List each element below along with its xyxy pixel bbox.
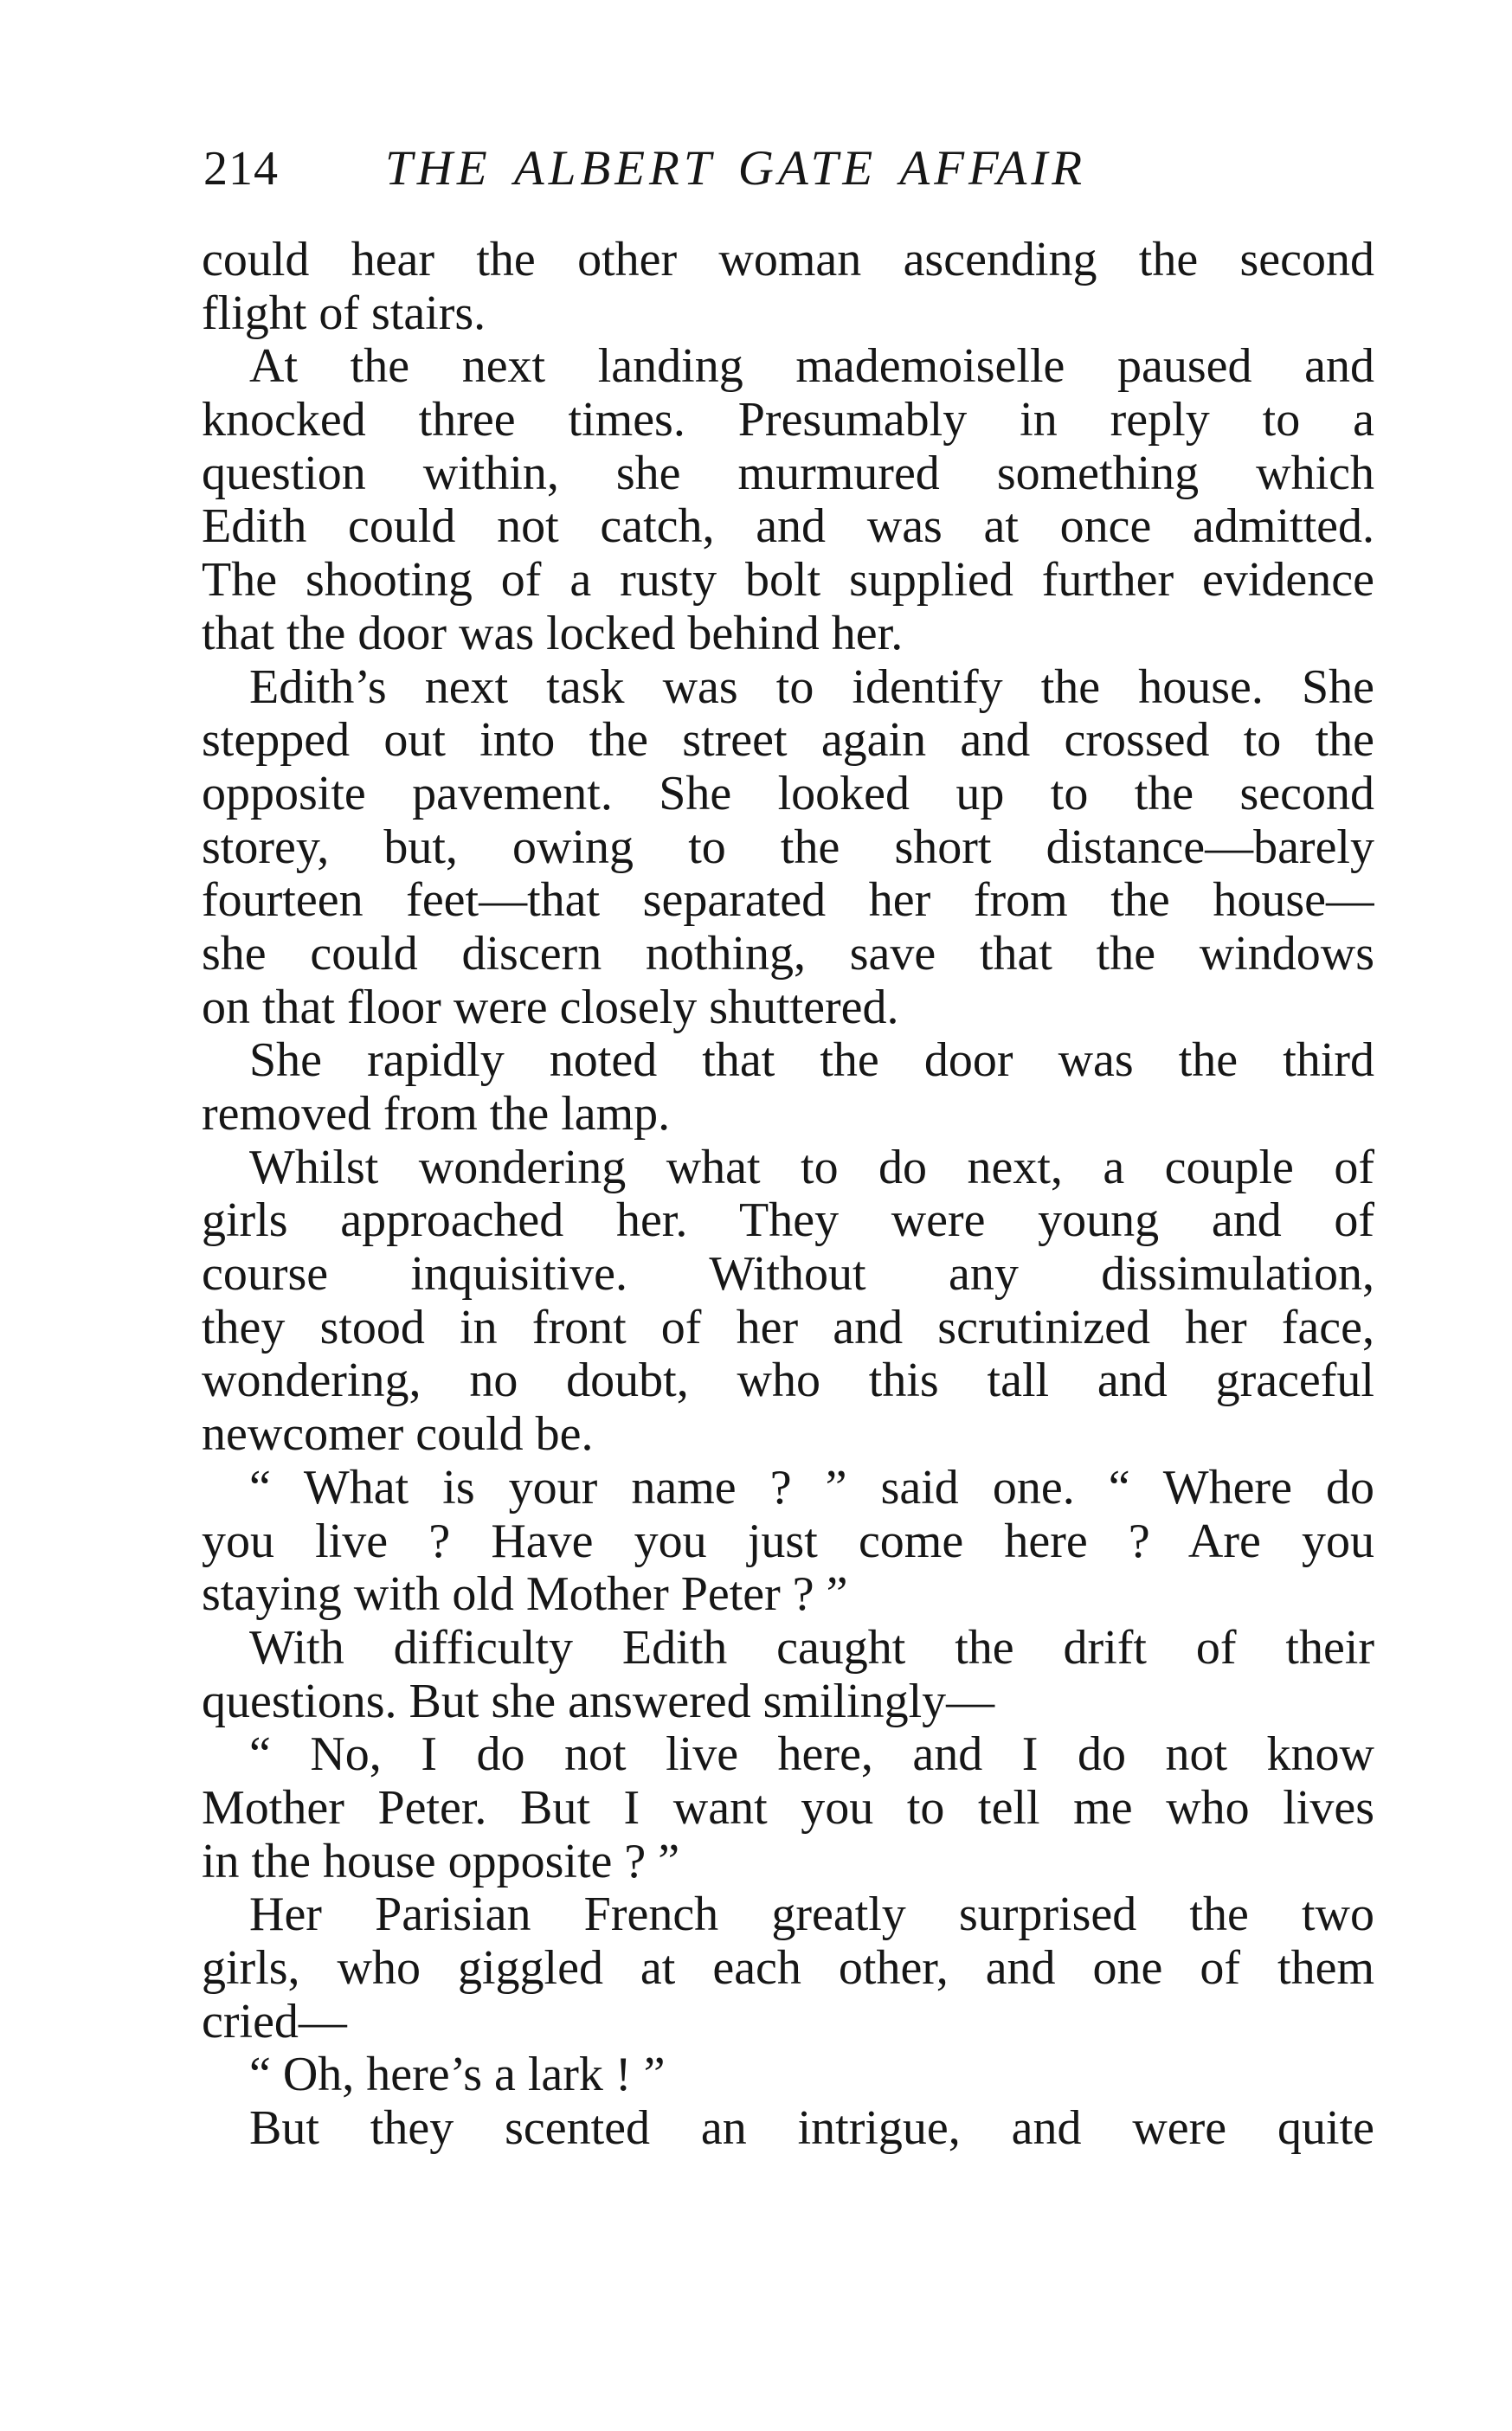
- text-line: could hear the other woman ascending the second: [202, 234, 1374, 286]
- text-line: The shooting of a rusty bolt supplied further evidence: [202, 554, 1374, 608]
- text-line: But they scented an intrigue, and were quite: [249, 2102, 1374, 2156]
- body-text: [202, 234, 1374, 2156]
- text-line: questions. But she answered smilingly—: [202, 1675, 995, 1728]
- text-line: knocked three times. Presumably in reply to a: [202, 394, 1374, 447]
- text-line: they stood in front of her and scrutinized her face,: [202, 1301, 1374, 1354]
- text-line: “ What is your name ? ” said one. “ Where do: [249, 1461, 1374, 1515]
- text-line: Her Parisian French greatly surprised the two: [249, 1888, 1374, 1942]
- text-line: she could discern nothing, save that the windows: [202, 927, 1374, 981]
- text-line: Edith’s next task was to identify the house. She: [249, 660, 1374, 714]
- running-head: [203, 134, 1225, 203]
- text-line: cried—: [202, 1995, 347, 2048]
- text-line: Whilst wondering what to do next, a couple of: [249, 1141, 1374, 1194]
- text-line: She rapidly noted that the door was the third: [249, 1034, 1374, 1088]
- text-line: you live ? Have you just come here ? Are you: [202, 1515, 1374, 1568]
- text-line: storey, but, owing to the short distance—barely: [202, 820, 1374, 874]
- text-line: “ Oh, here’s a lark ! ”: [249, 2048, 666, 2102]
- text-line: removed from the lamp.: [202, 1088, 671, 1141]
- text-line: flight of stairs.: [202, 286, 486, 340]
- text-line: question within, she murmured something which: [202, 447, 1374, 500]
- text-line: Mother Peter. But I want you to tell me who lives: [202, 1781, 1374, 1835]
- text-line: girls approached her. They were young and of: [202, 1194, 1374, 1248]
- text-line: stepped out into the street again and crossed to the: [202, 714, 1374, 768]
- text-line: At the next landing mademoiselle paused and: [249, 340, 1374, 394]
- text-line: opposite pavement. She looked up to the second: [202, 767, 1374, 820]
- text-line: fourteen feet—that separated her from the house—: [202, 874, 1374, 928]
- text-line: wondering, no doubt, who this tall and graceful: [202, 1354, 1374, 1408]
- text-line: that the door was locked behind her.: [202, 607, 904, 660]
- text-line: With difficulty Edith caught the drift of their: [249, 1621, 1374, 1675]
- running-title: THE ALBERT GATE AFFAIR: [385, 141, 1087, 196]
- text-line: course inquisitive. Without any dissimulation,: [202, 1248, 1374, 1302]
- text-line: staying with old Mother Peter ? ”: [202, 1568, 848, 1622]
- text-line: newcomer could be.: [202, 1408, 594, 1462]
- text-line: Edith could not catch, and was at once admitted.: [202, 500, 1374, 554]
- text-line: girls, who giggled at each other, and one of them: [202, 1942, 1374, 1995]
- text-line: in the house opposite ? ”: [202, 1835, 680, 1888]
- text-line: on that floor were closely shuttered.: [202, 981, 899, 1034]
- page-number: 214: [203, 142, 279, 196]
- text-line: “ No, I do not live here, and I do not know: [249, 1728, 1374, 1782]
